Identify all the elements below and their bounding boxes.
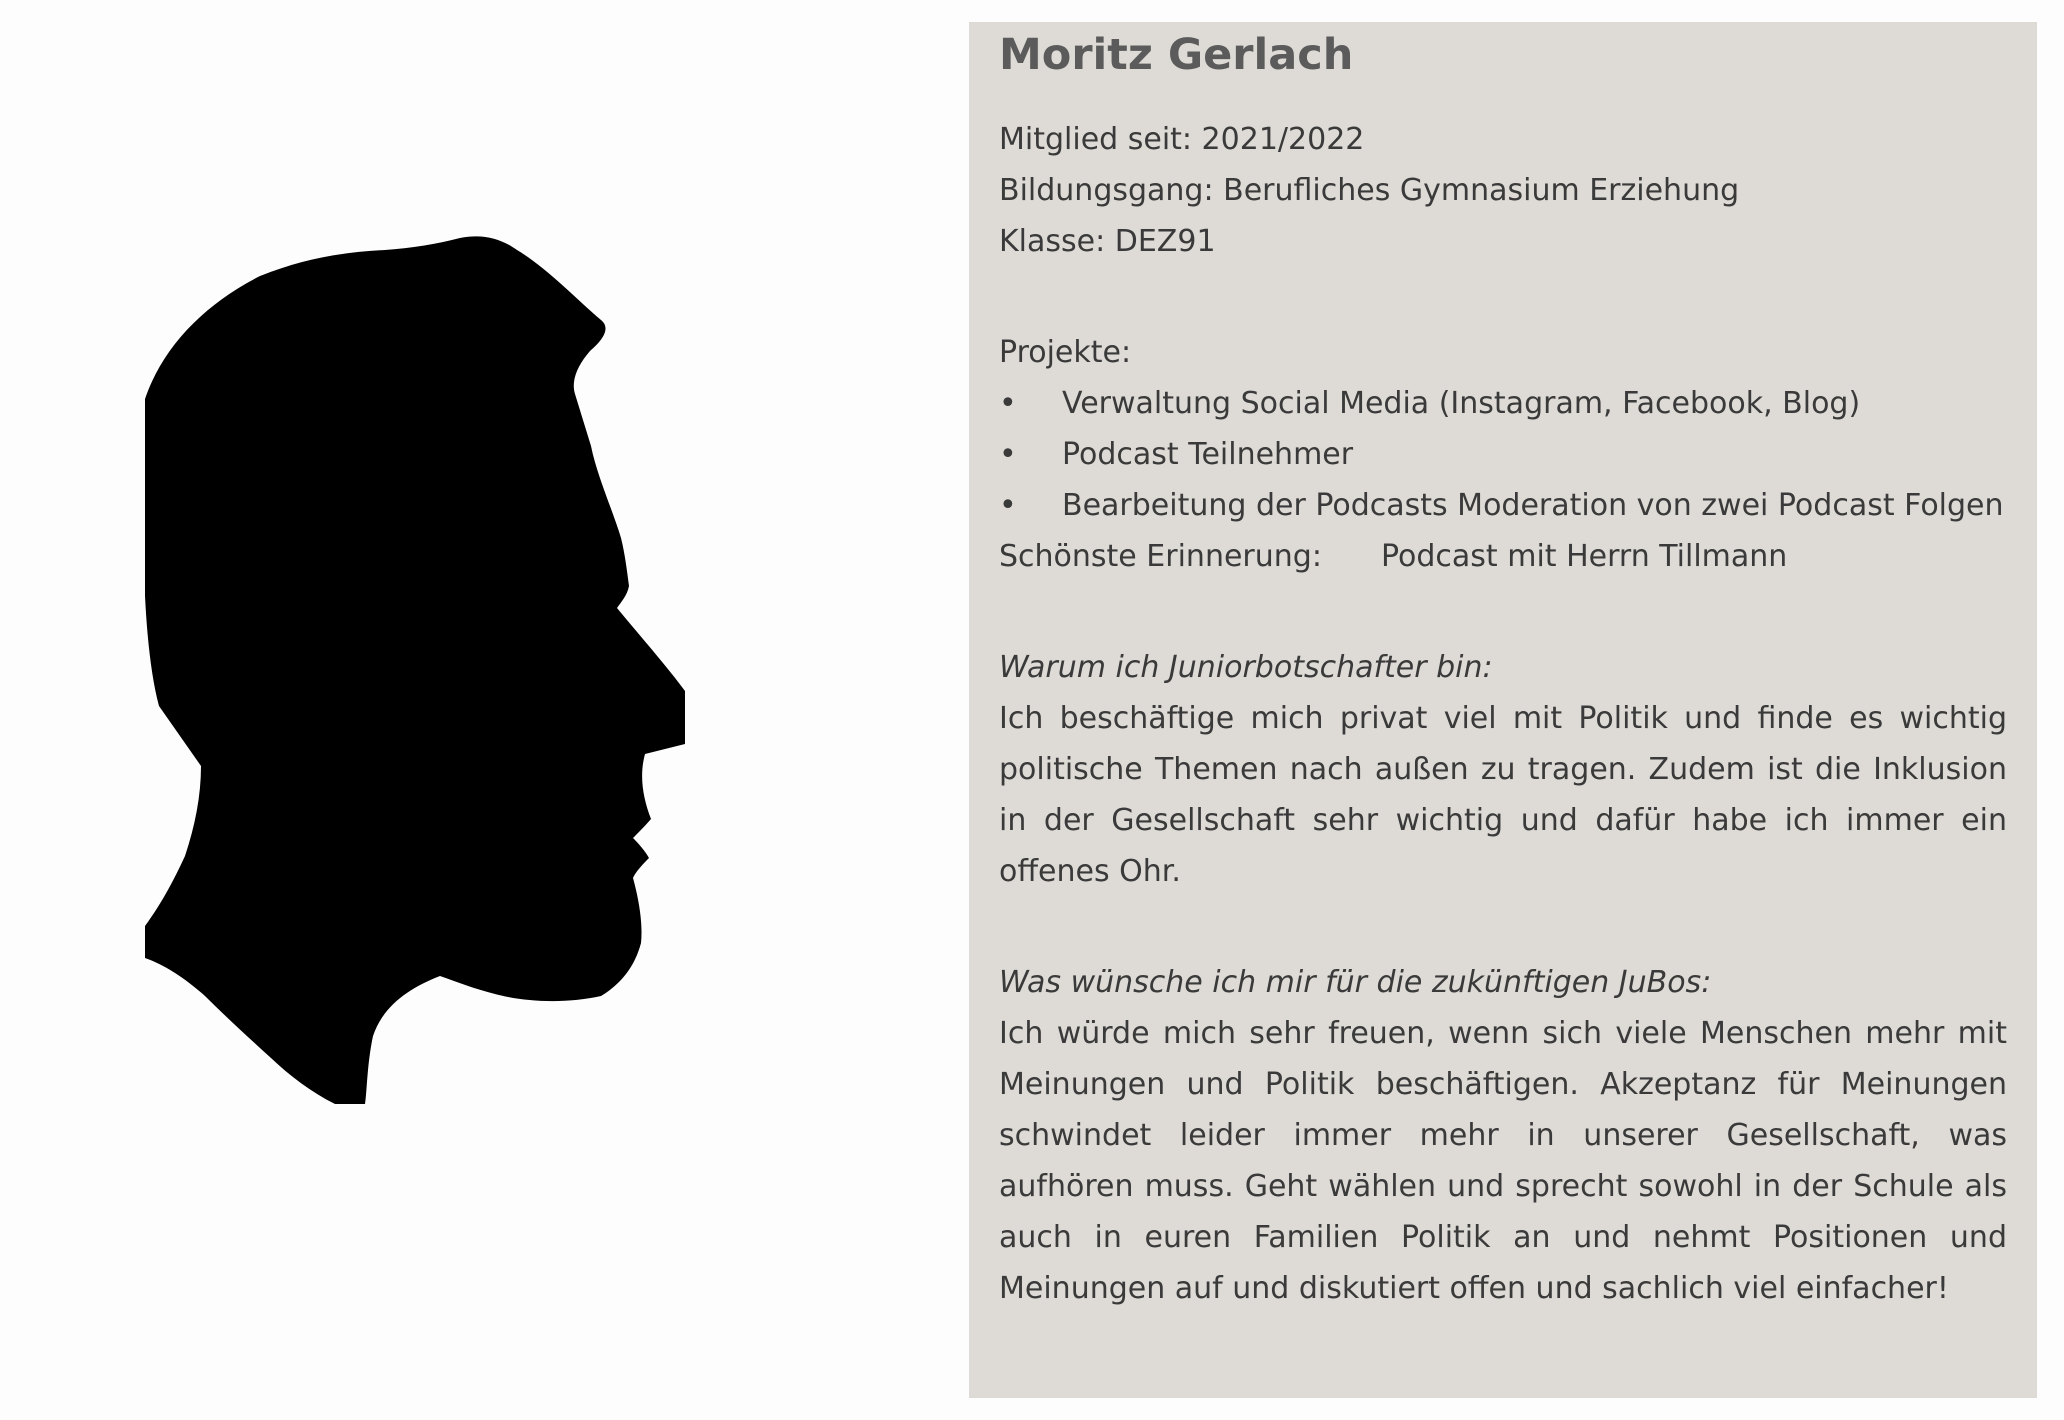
wish-text: Ich würde mich sehr freuen, wenn sich viele Menschen mehr mit Meinungen und Politik beschäftigen. Akzeptanz für Meinungen schwindet leider immer mehr in unserer Gesellschaft, was aufhören muss. Geht wählen und sprecht sowohl in der Schule als auch in euren Familien Politik an und nehmt Positionen und Meinungen auf und diskutiert offen und sachlich viel einfacher! <box>999 1016 2007 1306</box>
section-spacer <box>999 897 2007 957</box>
memory-label: Schönste Erinnerung: <box>999 539 1322 574</box>
bullet: • <box>999 386 1017 421</box>
memory-row <box>999 531 2007 582</box>
project-text: Podcast Teilnehmer <box>1062 437 1354 472</box>
list-item <box>999 378 2007 429</box>
project-text: Verwaltung Social Media (Instagram, Facebook, Blog) <box>1062 386 1861 421</box>
education: Bildungsgang: Berufliches Gymnasium Erziehung <box>999 173 1740 208</box>
section-spacer <box>999 267 2007 327</box>
why-title: Warum ich Juniorbotschafter bin: <box>999 650 1493 685</box>
bullet: • <box>999 488 1017 523</box>
project-text: Bearbeitung der Podcasts Moderation von zwei Podcast Folgen <box>1062 488 2004 523</box>
memory-value: Podcast mit Herrn Tillmann <box>1381 539 1788 574</box>
projects-list <box>999 378 2007 531</box>
bullet: • <box>999 437 1017 472</box>
profile-info <box>999 114 2007 1314</box>
class: Klasse: DEZ91 <box>999 224 1216 259</box>
profile-card <box>969 22 2037 1398</box>
member-since: Mitglied seit: 2021/2022 <box>999 122 1365 157</box>
why-text: Ich beschäftige mich privat viel mit Politik und finde es wichtig politische Themen nach außen zu tragen. Zudem ist die Inklusion in der Gesellschaft sehr wichtig und dafür habe ich immer ein offenes Ohr. <box>999 701 2007 889</box>
section-spacer <box>999 582 2007 642</box>
profile-name: Moritz Gerlach <box>999 30 1354 80</box>
wish-title: Was wünsche ich mir für die zukünftigen JuBos: <box>999 965 1712 1000</box>
list-item <box>999 429 2007 480</box>
male-head-silhouette-icon <box>145 236 765 1104</box>
list-item <box>999 480 2007 531</box>
projects-label: Projekte: <box>999 335 1132 370</box>
